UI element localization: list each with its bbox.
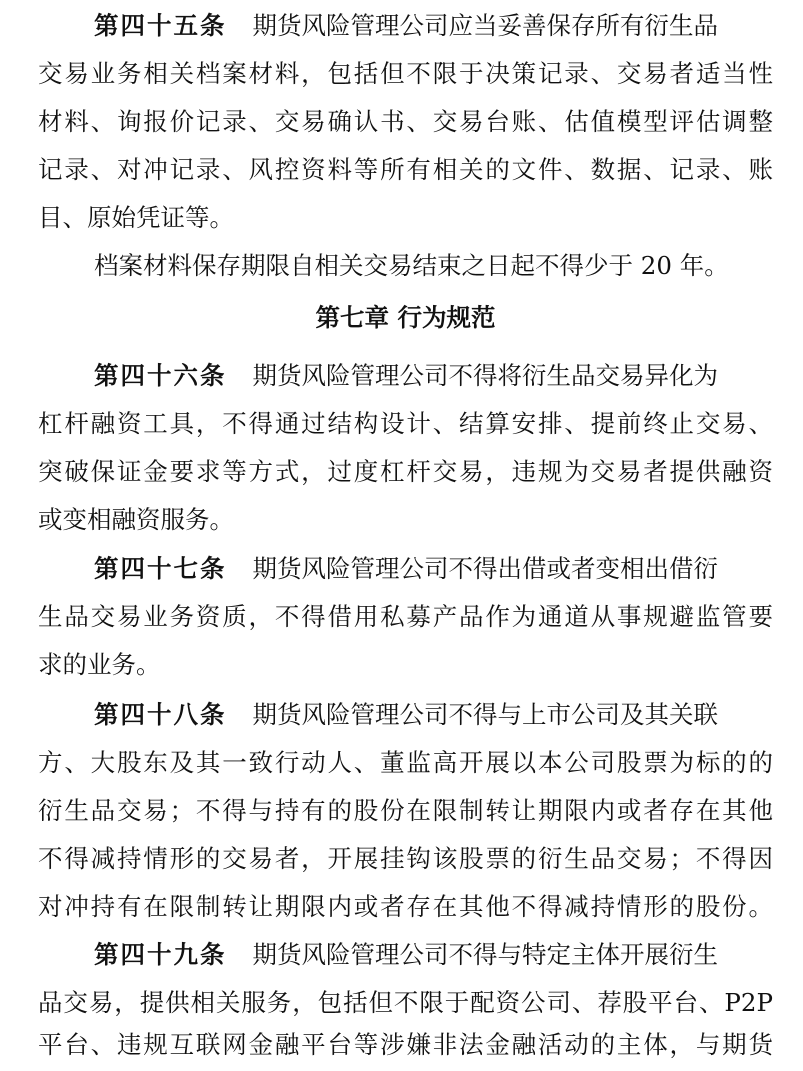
chapter-heading: 第七章 行为规范 [315,303,496,332]
article-46-line-4: 或变相融资服务。 [38,505,234,534]
article-45-label: 第四十五条 [94,11,227,40]
article-45-line-2: 交易业务相关档案材料，包括但不限于决策记录、交易者适当性 [38,59,773,88]
article-46-text: 期货风险管理公司不得将衍生品交易异化为 [252,361,718,390]
article-48-line-2: 方、大股东及其一致行动人、董监高开展以本公司股票为标的的 [38,748,773,777]
article-45-text: 期货风险管理公司应当妥善保存所有衍生品 [252,11,718,40]
article-48-text: 期货风险管理公司不得与上市公司及其关联 [252,700,718,729]
article-48-line-5: 对冲持有在限制转让期限内或者存在其他不得减持情形的股份。 [38,892,773,921]
article-47-line-3: 求的业务。 [38,650,161,679]
article-49-text: 期货风险管理公司不得与特定主体开展衍生 [252,940,718,969]
article-45-first-line [94,2,773,50]
article-49-line-2: 品交易，提供相关服务，包括但不限于配资公司、荐股平台、P2P [38,988,773,1017]
article-48-first-line [94,691,773,739]
article-48-line-3: 衍生品交易；不得与持有的股份在限制转让期限内或者存在其他 [38,796,773,825]
article-47-line-2: 生品交易业务资质，不得借用私募产品作为通道从事规避监管要 [38,602,773,631]
article-48-line-4: 不得减持情形的交易者，开展挂钩该股票的衍生品交易；不得因 [38,844,773,873]
article-45-line-3: 材料、询报价记录、交易确认书、交易台账、估值模型评估调整 [38,107,773,136]
article-46-label: 第四十六条 [94,361,227,390]
article-48-label: 第四十八条 [94,700,227,729]
article-45-line-4: 记录、对冲记录、风控资料等所有相关的文件、数据、记录、账 [38,155,773,184]
article-49-first-line [94,931,773,979]
article-46-line-3: 突破保证金要求等方式，过度杠杆交易，违规为交易者提供融资 [38,457,773,486]
archive-paragraph: 档案材料保存期限自相关交易结束之日起不得少于 20 年。 [94,251,729,280]
article-49-line-3: 平台、违规互联网金融平台等涉嫌非法金融活动的主体，与期货 [38,1030,773,1059]
article-46-line-2: 杠杆融资工具，不得通过结构设计、结算安排、提前终止交易、 [38,409,773,438]
article-47-text: 期货风险管理公司不得出借或者变相出借衍 [252,554,718,583]
article-47-first-line [94,545,773,593]
article-46-first-line [94,352,773,400]
article-47-label: 第四十七条 [94,554,227,583]
article-49-label: 第四十九条 [94,940,227,969]
article-45-line-5: 目、原始凭证等。 [38,203,234,232]
